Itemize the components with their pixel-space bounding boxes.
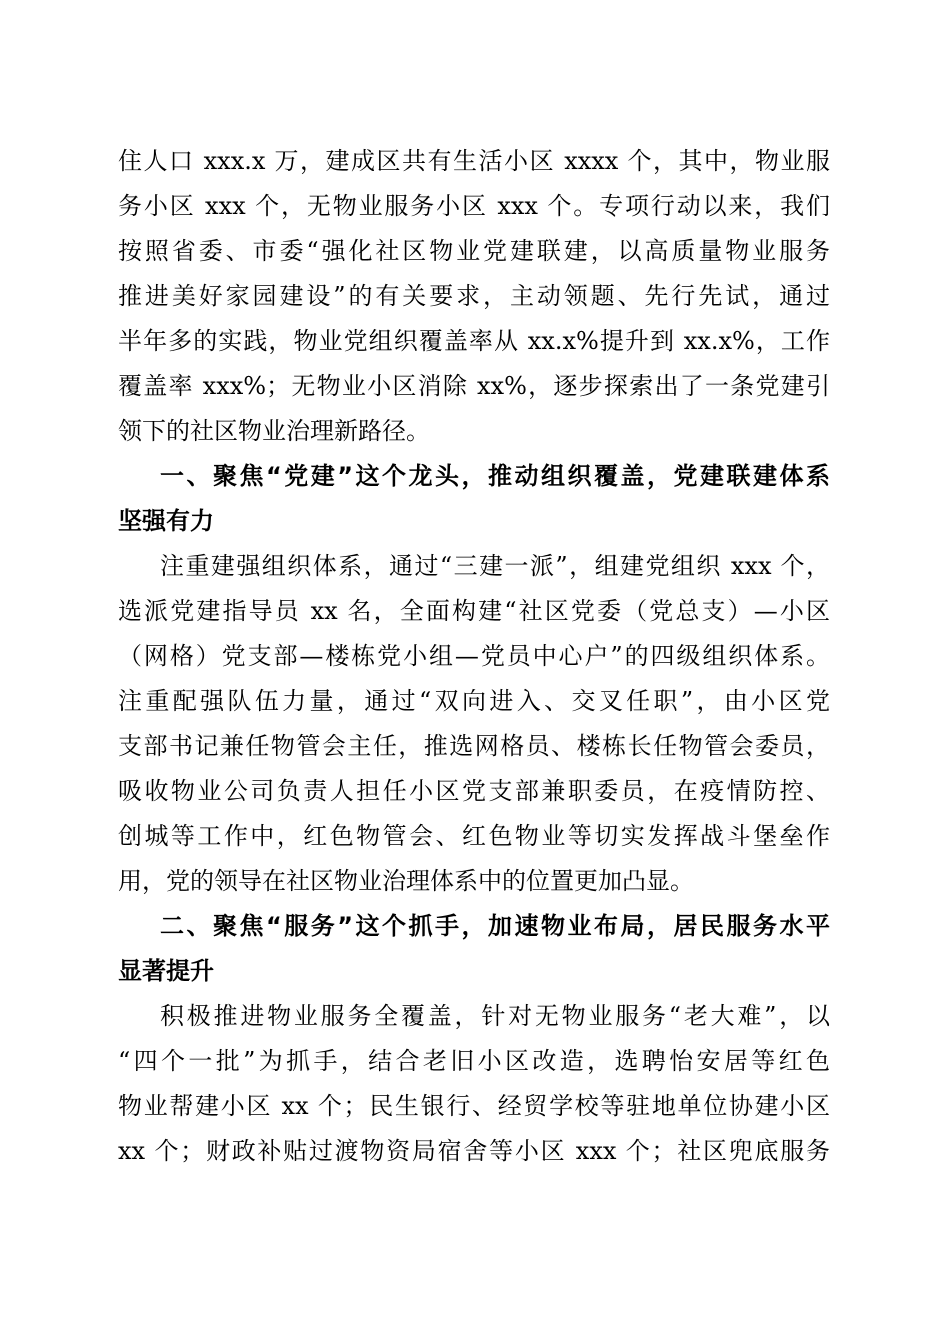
section1-heading-line-2: 坚强有力 (118, 507, 214, 535)
section2-heading-line-2: 显著提升 (118, 957, 214, 985)
section2-body-line-2: “四个一批”为抓手，结合老旧小区改造，选聘怡安居等红色 (118, 1047, 830, 1075)
intro-line-6: 覆盖率 xxx%；无物业小区消除 xx%，逐步探索出了一条党建引 (118, 372, 830, 400)
section1-body-line-7: 创城等工作中，红色物管会、红色物业等切实发挥战斗堡垒作 (118, 822, 830, 850)
intro-line-1: 住人口 xxx.x 万，建成区共有生活小区 xxxx 个，其中，物业服 (118, 147, 830, 175)
intro-line-4: 推进美好家园建设”的有关要求，主动领题、先行先试，通过 (118, 282, 830, 310)
section1-body-line-3: （网格）党支部—楼栋党小组—党员中心户”的四级组织体系。 (118, 642, 830, 670)
section2-body-line-3: 物业帮建小区 xx 个；民生银行、经贸学校等驻地单位协建小区 (118, 1092, 830, 1120)
intro-line-5: 半年多的实践，物业党组织覆盖率从 xx.x%提升到 xx.x%，工作 (118, 327, 830, 355)
section1-body-line-2: 选派党建指导员 xx 名，全面构建“社区党委（党总支）—小区 (118, 597, 830, 625)
section1-body-line-6: 吸收物业公司负责人担任小区党支部兼职委员，在疫情防控、 (118, 777, 830, 805)
section2-heading-line-1: 二、聚焦“服务”这个抓手，加速物业布局，居民服务水平 (160, 912, 830, 940)
section1-body-line-5: 支部书记兼任物管会主任，推选网格员、楼栋长任物管会委员， (118, 732, 830, 760)
intro-line-2: 务小区 xxx 个，无物业服务小区 xxx 个。专项行动以来，我们 (118, 192, 830, 220)
section1-body-line-4: 注重配强队伍力量，通过“双向进入、交叉任职”，由小区党 (118, 687, 830, 715)
intro-line-7: 领下的社区物业治理新路径。 (118, 417, 430, 445)
section2-body-line-4: xx 个；财政补贴过渡物资局宿舍等小区 xxx 个；社区兜底服务 (118, 1137, 830, 1165)
section2-body-line-1: 积极推进物业服务全覆盖，针对无物业服务“老大难”，以 (160, 1002, 830, 1030)
section1-heading-line-1: 一、聚焦“党建”这个龙头，推动组织覆盖，党建联建体系 (160, 462, 830, 490)
intro-line-3: 按照省委、市委“强化社区物业党建联建，以高质量物业服务 (118, 237, 830, 265)
section1-body-line-1: 注重建强组织体系，通过“三建一派”，组建党组织 xxx 个， (160, 552, 830, 580)
section1-body-line-8: 用，党的领导在社区物业治理体系中的位置更加凸显。 (118, 867, 694, 895)
